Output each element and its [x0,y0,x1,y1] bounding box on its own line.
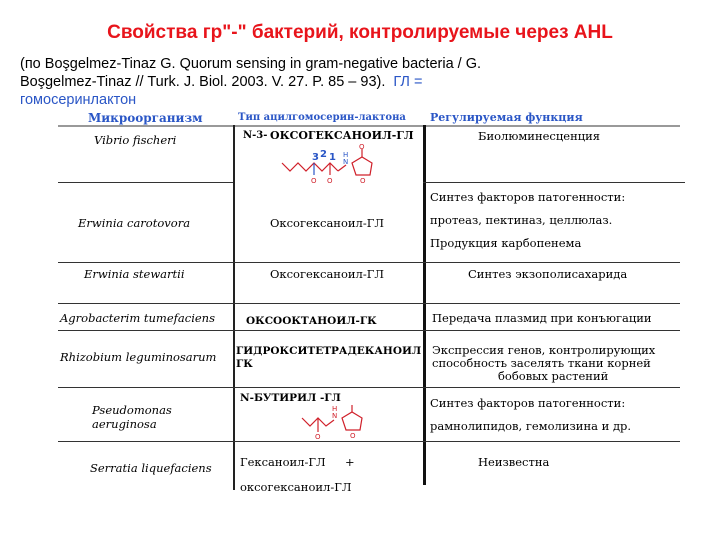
carbon-number: 1 [329,152,336,163]
lactone-cell: Оксогексаноил-ГЛ [270,267,384,281]
atom-label: O [315,433,321,441]
lactone-cell: ГК [236,358,253,370]
organism-cell: aeruginosa [92,417,157,431]
slide-title: Свойства гр"-" бактерий, контролируемые через AHL [107,22,613,43]
organism-cell: Rhizobium leguminosarum [60,350,217,364]
organism-cell: Erwinia carotovora [78,216,191,230]
organism-cell: Agrobacterim tumefaciens [60,311,215,325]
atom-label: O [350,432,356,440]
lactone-cell: N-БУТИРИЛ -ГЛ [240,392,341,404]
atom-label: N [343,158,349,166]
carbon-number: 2 [320,149,327,160]
organism-cell: Vibrio fischeri [94,133,177,147]
lactone-prefix: N-3- [243,130,268,141]
header-lactone-type: Тип ацилгомосерин-лактона [238,112,406,123]
function-cell: Синтез факторов патогенности: [430,190,626,204]
lactone-cell: оксогексаноил-ГЛ [240,480,352,494]
lactone-cell: Оксогексаноил-ГЛ [270,216,384,230]
carbon-number: 3 [312,152,319,163]
lactone-cell: Гексаноил-ГЛ [240,455,326,469]
header-divider [58,125,680,127]
atom-label: O [360,177,366,185]
row-line [58,387,680,388]
row-line [58,330,680,331]
reference-line-2: Boşgelmez-Tinaz // Turk. J. Biol. 2003. V. 27. P. 85 – 93). [20,74,386,90]
row-line [58,303,680,304]
row-line [423,182,685,183]
gl-abbreviation-label: ГЛ = [393,74,423,90]
function-cell: Синтез факторов патогенности: [430,396,626,410]
lactone-cell: ГИДРОКСИТЕТРАДЕКАНОИЛ [236,345,422,357]
organism-cell: Erwinia stewartii [84,267,185,281]
oxohexanoyl-hsl-structure [280,145,390,190]
reference-line-3: гомосеринлактон [20,92,137,108]
reference-line-1: (по Boşgelmez-Tinaz G. Quorum sensing in gram-negative bacteria / G. [20,56,482,72]
function-cell: Передача плазмид при конъюгации [432,311,652,325]
row-line [58,262,680,263]
organism-cell: Serratia liquefaciens [90,461,212,475]
atom-label: O [311,177,317,185]
atom-label: O [327,177,333,185]
row-line [58,182,233,183]
organism-cell: Pseudomonas [92,403,172,417]
function-cell: Продукция карбопенема [430,236,582,250]
atom-label: N [332,412,338,420]
function-cell: способность заселять ткани корней [432,356,651,370]
function-cell: Синтез экзополисахарида [468,267,628,281]
function-cell: Экспрессия генов, контролирующих [432,343,656,357]
lactone-cell: ОКСОГЕКСАНОИЛ-ГЛ [270,129,414,142]
function-cell: Неизвестна [478,455,550,469]
butyryl-hsl-structure [300,404,390,440]
function-cell: протеаз, пектиназ, целлюлаз. [430,213,613,227]
atom-label: H [343,151,349,159]
row-line [58,441,680,442]
atom-label: O [359,143,365,151]
column-divider-1 [233,125,235,490]
lactone-cell: ОКСООКТАНОИЛ-ГК [246,315,377,327]
function-cell: бобовых растений [498,369,609,383]
function-cell: рамнолипидов, гемолизина и др. [430,419,632,433]
header-organism: Микроорганизм [88,111,203,125]
function-cell: Биолюминесценция [478,129,601,143]
lactone-plus: + [345,455,355,469]
atom-label: H [332,405,338,413]
column-divider-2 [423,125,426,485]
header-function: Регулируемая функция [430,111,583,124]
